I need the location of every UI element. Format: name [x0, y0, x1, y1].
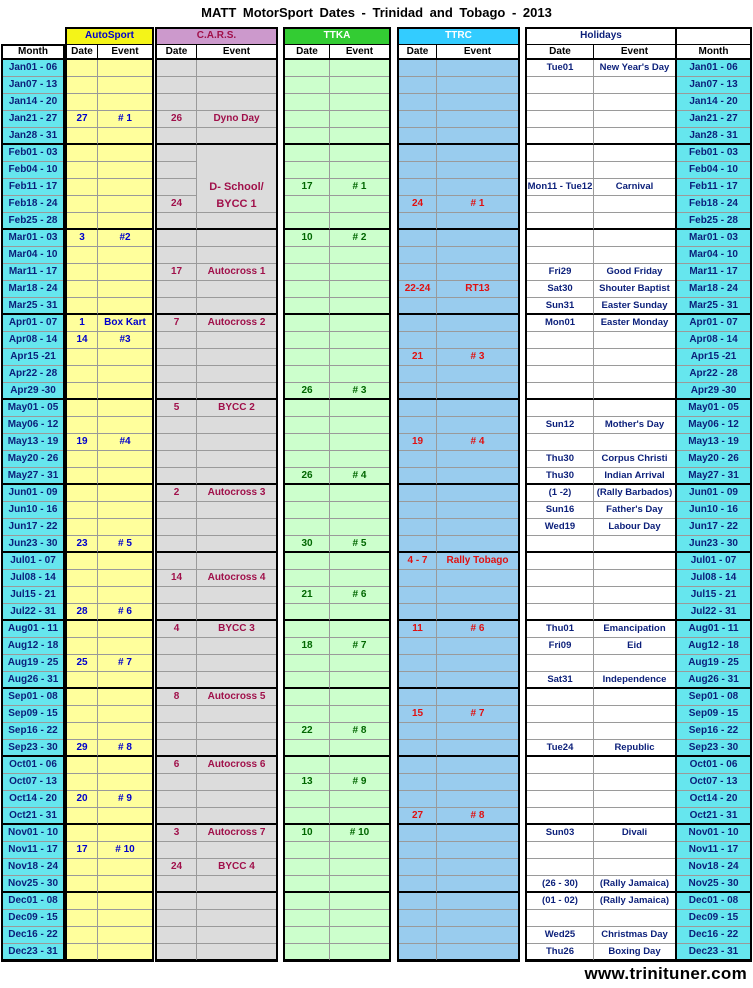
ttrc-date-cell: 15	[398, 706, 436, 723]
month-label: Jun23 - 30	[2, 536, 64, 553]
cars-date-header: Date	[156, 44, 196, 60]
ttka-date-cell: 21	[284, 587, 329, 604]
autosport-group-header: AutoSport	[66, 27, 153, 44]
month-label: Jun01 - 09	[2, 485, 64, 502]
month-label-right: Aug01 - 11	[676, 621, 751, 638]
month-label-right: Mar25 - 31	[676, 298, 751, 315]
autosport-date-cell: 28	[66, 604, 97, 621]
month-label: Aug12 - 18	[2, 638, 64, 655]
month-label-right: Apr15 -21	[676, 349, 751, 366]
cars-date-cell: 14	[156, 570, 196, 587]
group-block-outline	[525, 27, 677, 962]
holidays-date-cell: Fri29	[526, 264, 593, 281]
cars-date-cell: 2	[156, 485, 196, 502]
month-label: Apr15 -21	[2, 349, 64, 366]
ttrc-event-cell: # 7	[436, 706, 519, 723]
autosport-event-cell: #2	[97, 230, 153, 247]
month-label-right: Jun01 - 09	[676, 485, 751, 502]
month-label-right: May06 - 12	[676, 417, 751, 434]
month-label-right: Apr08 - 14	[676, 332, 751, 349]
cars-event-cell: Dyno Day	[196, 111, 277, 128]
ttka-event-cell: # 3	[329, 383, 390, 400]
month-label: Jan21 - 27	[2, 111, 64, 128]
cars-event-cell: Autocross 2	[196, 315, 277, 332]
month-label: Jul01 - 07	[2, 553, 64, 570]
holidays-event-cell: Christmas Day	[593, 927, 676, 944]
month-label-right: Aug19 - 25	[676, 655, 751, 672]
holidays-date-cell: Wed19	[526, 519, 593, 536]
holidays-event-header: Event	[593, 44, 676, 60]
autosport-event-cell: Box Kart	[97, 315, 153, 332]
ttka-event-cell: # 9	[329, 774, 390, 791]
cars-date-cell: 26	[156, 111, 196, 128]
ttrc-date-cell: 4 - 7	[398, 553, 436, 570]
cars-date-cell: 17	[156, 264, 196, 281]
month-label-right: Apr01 - 07	[676, 315, 751, 332]
ttrc-event-header: Event	[436, 44, 519, 60]
month-label: Feb25 - 28	[2, 213, 64, 230]
cars-date-cell: 3	[156, 825, 196, 842]
ttka-date-cell: 17	[284, 179, 329, 196]
ttrc-date-cell: 21	[398, 349, 436, 366]
holidays-date-cell: Sun03	[526, 825, 593, 842]
cars-event-header: Event	[196, 44, 277, 60]
holidays-event-cell: Easter Sunday	[593, 298, 676, 315]
holidays-date-cell: Sun31	[526, 298, 593, 315]
month-label: May01 - 05	[2, 400, 64, 417]
month-label-right: Jan01 - 06	[676, 60, 751, 77]
month-label: Mar01 - 03	[2, 230, 64, 247]
holidays-date-cell: Sat31	[526, 672, 593, 689]
holidays-date-cell: Sun16	[526, 502, 593, 519]
autosport-event-header: Event	[97, 44, 153, 60]
month-label-right: Sep09 - 15	[676, 706, 751, 723]
month-label: Sep23 - 30	[2, 740, 64, 757]
holidays-date-cell: (1 -2)	[526, 485, 593, 502]
holidays-event-cell: Labour Day	[593, 519, 676, 536]
month-label-right: May13 - 19	[676, 434, 751, 451]
month-label: Jan14 - 20	[2, 94, 64, 111]
month-label-right: Jun17 - 22	[676, 519, 751, 536]
cars-event-cell: Autocross 5	[196, 689, 277, 706]
holidays-event-cell: Father's Day	[593, 502, 676, 519]
holidays-date-cell: Thu26	[526, 944, 593, 961]
month-label: Dec23 - 31	[2, 944, 64, 961]
month-label-right: Mar01 - 03	[676, 230, 751, 247]
autosport-date-cell: 20	[66, 791, 97, 808]
month-label: Oct21 - 31	[2, 808, 64, 825]
month-label-right: Oct01 - 06	[676, 757, 751, 774]
ttka-event-cell: # 8	[329, 723, 390, 740]
ttka-group-header: TTKA	[284, 27, 390, 44]
month-label-right: May27 - 31	[676, 468, 751, 485]
autosport-event-cell: #3	[97, 332, 153, 349]
cars-event-cell: BYCC 2	[196, 400, 277, 417]
month-label: Nov18 - 24	[2, 859, 64, 876]
holidays-event-cell: (Rally Barbados)	[593, 485, 676, 502]
month-label-right: Oct14 - 20	[676, 791, 751, 808]
ttrc-event-cell: # 3	[436, 349, 519, 366]
cars-event-cell: Autocross 4	[196, 570, 277, 587]
month-label: Apr08 - 14	[2, 332, 64, 349]
autosport-date-cell: 14	[66, 332, 97, 349]
holidays-date-cell: Tue01	[526, 60, 593, 77]
ttka-date-cell: 10	[284, 230, 329, 247]
month-label: Jun17 - 22	[2, 519, 64, 536]
ttka-event-cell: # 4	[329, 468, 390, 485]
month-label: Jan01 - 06	[2, 60, 64, 77]
ttka-event-cell: # 1	[329, 179, 390, 196]
ttrc-date-cell: 24	[398, 196, 436, 213]
cars-group-header: C.A.R.S.	[156, 27, 277, 44]
holidays-event-cell: Boxing Day	[593, 944, 676, 961]
month-label-right: Apr22 - 28	[676, 366, 751, 383]
month-label: Mar18 - 24	[2, 281, 64, 298]
ttrc-date-cell: 11	[398, 621, 436, 638]
month-label-right: Jul08 - 14	[676, 570, 751, 587]
holidays-event-cell: Shouter Baptist	[593, 281, 676, 298]
ttka-event-cell: # 10	[329, 825, 390, 842]
holidays-date-cell: Thu30	[526, 451, 593, 468]
ttka-date-cell: 13	[284, 774, 329, 791]
ttka-date-cell: 18	[284, 638, 329, 655]
month-label-right: Feb11 - 17	[676, 179, 751, 196]
holidays-date-cell: (01 - 02)	[526, 893, 593, 910]
month-label-right: Jun10 - 16	[676, 502, 751, 519]
ttka-date-cell: 10	[284, 825, 329, 842]
autosport-date-cell: 19	[66, 434, 97, 451]
holidays-date-cell: Wed25	[526, 927, 593, 944]
month-label: Jun10 - 16	[2, 502, 64, 519]
autosport-date-cell: 17	[66, 842, 97, 859]
month-label-right: Jan14 - 20	[676, 94, 751, 111]
holidays-event-cell: (Rally Jamaica)	[593, 876, 676, 893]
month-column-outline	[675, 27, 752, 962]
holidays-date-cell: Sat30	[526, 281, 593, 298]
ttka-date-cell: 22	[284, 723, 329, 740]
ttka-date-cell: 26	[284, 383, 329, 400]
month-label: Sep09 - 15	[2, 706, 64, 723]
month-label: May27 - 31	[2, 468, 64, 485]
group-block-outline	[65, 27, 154, 962]
month-label-right: Jan28 - 31	[676, 128, 751, 145]
holidays-event-cell: Independence	[593, 672, 676, 689]
ttka-date-cell: 26	[284, 468, 329, 485]
autosport-event-cell: # 8	[97, 740, 153, 757]
month-label-right: Jul15 - 21	[676, 587, 751, 604]
cars-event-cell: Autocross 7	[196, 825, 277, 842]
month-label: Jan28 - 31	[2, 128, 64, 145]
holidays-date-cell: Sun12	[526, 417, 593, 434]
month-label-right: Feb01 - 03	[676, 145, 751, 162]
ttrc-event-cell: # 4	[436, 434, 519, 451]
month-label: Oct14 - 20	[2, 791, 64, 808]
month-label: Dec01 - 08	[2, 893, 64, 910]
ttrc-date-cell: 27	[398, 808, 436, 825]
month-label-right: Feb04 - 10	[676, 162, 751, 179]
month-label-right: Dec01 - 08	[676, 893, 751, 910]
page-title: MATT MotorSport Dates - Trinidad and Tobago - 2013	[201, 5, 552, 20]
month-label: Feb18 - 24	[2, 196, 64, 213]
month-label: Feb11 - 17	[2, 179, 64, 196]
month-label-right: Aug12 - 18	[676, 638, 751, 655]
month-label: Apr22 - 28	[2, 366, 64, 383]
holidays-date-cell: Thu30	[526, 468, 593, 485]
month-label-right: Oct07 - 13	[676, 774, 751, 791]
month-label: Aug01 - 11	[2, 621, 64, 638]
month-label: Mar25 - 31	[2, 298, 64, 315]
holidays-date-cell: Mon11 - Tue12	[526, 179, 593, 196]
holidays-event-cell: Good Friday	[593, 264, 676, 281]
month-label-right: Nov11 - 17	[676, 842, 751, 859]
ttka-event-cell: # 6	[329, 587, 390, 604]
month-label: Jul15 - 21	[2, 587, 64, 604]
holidays-event-cell: Emancipation	[593, 621, 676, 638]
autosport-date-cell: 1	[66, 315, 97, 332]
month-label: Mar04 - 10	[2, 247, 64, 264]
cars-event-cell: BYCC 1	[196, 196, 277, 213]
month-label-right: Jul22 - 31	[676, 604, 751, 621]
month-label: May13 - 19	[2, 434, 64, 451]
ttrc-event-cell: # 6	[436, 621, 519, 638]
holidays-event-cell: Republic	[593, 740, 676, 757]
ttrc-event-cell: Rally Tobago	[436, 553, 519, 570]
ttka-event-cell: # 5	[329, 536, 390, 553]
month-label: Feb01 - 03	[2, 145, 64, 162]
cars-date-cell: 6	[156, 757, 196, 774]
month-label: Aug26 - 31	[2, 672, 64, 689]
footer-url: www.trinituner.com	[584, 964, 747, 983]
ttrc-group-header: TTRC	[398, 27, 519, 44]
month-label-right: Sep23 - 30	[676, 740, 751, 757]
autosport-event-cell: # 9	[97, 791, 153, 808]
autosport-date-cell: 23	[66, 536, 97, 553]
holidays-date-cell: (26 - 30)	[526, 876, 593, 893]
month-label: Dec16 - 22	[2, 927, 64, 944]
month-header: Month	[2, 44, 64, 60]
month-label: Apr29 -30	[2, 383, 64, 400]
month-label: Apr01 - 07	[2, 315, 64, 332]
month-label-right: Oct21 - 31	[676, 808, 751, 825]
cars-event-cell: Autocross 1	[196, 264, 277, 281]
cars-event-cell: BYCC 4	[196, 859, 277, 876]
holidays-date-cell: Fri09	[526, 638, 593, 655]
month-label: Jan07 - 13	[2, 77, 64, 94]
month-label-right: Nov01 - 10	[676, 825, 751, 842]
ttrc-event-cell: # 1	[436, 196, 519, 213]
holidays-event-cell: Corpus Christi	[593, 451, 676, 468]
ttka-event-cell: # 2	[329, 230, 390, 247]
cars-date-cell: 24	[156, 196, 196, 213]
ttrc-date-header: Date	[398, 44, 436, 60]
month-label: Mar11 - 17	[2, 264, 64, 281]
month-label-right: Mar04 - 10	[676, 247, 751, 264]
cars-event-cell: Autocross 6	[196, 757, 277, 774]
cars-date-cell: 5	[156, 400, 196, 417]
ttka-event-header: Event	[329, 44, 390, 60]
holidays-event-cell: (Rally Jamaica)	[593, 893, 676, 910]
ttrc-event-cell: RT13	[436, 281, 519, 298]
group-block-outline	[283, 27, 391, 962]
autosport-date-cell: 3	[66, 230, 97, 247]
holidays-date-header: Date	[526, 44, 593, 60]
month-label-right: Jul01 - 07	[676, 553, 751, 570]
ttka-event-cell: # 7	[329, 638, 390, 655]
month-label-right: Jan21 - 27	[676, 111, 751, 128]
month-label-right: Aug26 - 31	[676, 672, 751, 689]
cars-event-cell: D- School/	[196, 179, 277, 196]
month-label-right: Dec16 - 22	[676, 927, 751, 944]
month-label-right: May20 - 26	[676, 451, 751, 468]
holidays-event-cell: Indian Arrival	[593, 468, 676, 485]
month-label: Jul08 - 14	[2, 570, 64, 587]
month-column-outline	[1, 44, 65, 962]
month-label: May06 - 12	[2, 417, 64, 434]
month-label: Nov25 - 30	[2, 876, 64, 893]
month-label-right: Mar18 - 24	[676, 281, 751, 298]
month-label-right: Sep01 - 08	[676, 689, 751, 706]
group-block-outline	[155, 27, 278, 962]
holidays-date-cell: Thu01	[526, 621, 593, 638]
cars-event-cell: Autocross 3	[196, 485, 277, 502]
autosport-event-cell: # 5	[97, 536, 153, 553]
ttrc-event-cell: # 8	[436, 808, 519, 825]
month-label-right: Dec23 - 31	[676, 944, 751, 961]
autosport-date-cell: 25	[66, 655, 97, 672]
month-label-right: Dec09 - 15	[676, 910, 751, 927]
autosport-event-cell: # 6	[97, 604, 153, 621]
cars-event-cell: BYCC 3	[196, 621, 277, 638]
autosport-event-cell: # 7	[97, 655, 153, 672]
month-label-right: May01 - 05	[676, 400, 751, 417]
holidays-event-cell: Divali	[593, 825, 676, 842]
month-label: Oct07 - 13	[2, 774, 64, 791]
month-label: Nov01 - 10	[2, 825, 64, 842]
month-header-right: Month	[676, 44, 751, 60]
ttka-date-header: Date	[284, 44, 329, 60]
month-label-right: Apr29 -30	[676, 383, 751, 400]
autosport-date-header: Date	[66, 44, 97, 60]
month-label-right: Feb25 - 28	[676, 213, 751, 230]
month-label: Jul22 - 31	[2, 604, 64, 621]
month-label: Dec09 - 15	[2, 910, 64, 927]
holidays-event-cell: New Year's Day	[593, 60, 676, 77]
holidays-date-cell: Tue24	[526, 740, 593, 757]
autosport-event-cell: #4	[97, 434, 153, 451]
month-label-right: Nov25 - 30	[676, 876, 751, 893]
autosport-event-cell: # 10	[97, 842, 153, 859]
month-label-right: Nov18 - 24	[676, 859, 751, 876]
holidays-event-cell: Mother's Day	[593, 417, 676, 434]
month-label-right: Sep16 - 22	[676, 723, 751, 740]
holidays-event-cell: Carnival	[593, 179, 676, 196]
cars-date-cell: 8	[156, 689, 196, 706]
month-label-right: Mar11 - 17	[676, 264, 751, 281]
autosport-date-cell: 29	[66, 740, 97, 757]
month-label: Sep01 - 08	[2, 689, 64, 706]
month-label: Oct01 - 06	[2, 757, 64, 774]
ttka-date-cell: 30	[284, 536, 329, 553]
holidays-event-cell: Eid	[593, 638, 676, 655]
month-label: Feb04 - 10	[2, 162, 64, 179]
holidays-group-header: Holidays	[526, 27, 676, 44]
cars-date-cell: 24	[156, 859, 196, 876]
month-label: Aug19 - 25	[2, 655, 64, 672]
cars-date-cell: 7	[156, 315, 196, 332]
month-label-right: Jan07 - 13	[676, 77, 751, 94]
ttrc-date-cell: 19	[398, 434, 436, 451]
month-label: Sep16 - 22	[2, 723, 64, 740]
ttrc-date-cell: 22-24	[398, 281, 436, 298]
month-label-right: Feb18 - 24	[676, 196, 751, 213]
month-label-right: Jun23 - 30	[676, 536, 751, 553]
cars-date-cell: 4	[156, 621, 196, 638]
autosport-date-cell: 27	[66, 111, 97, 128]
autosport-event-cell: # 1	[97, 111, 153, 128]
group-block-outline	[397, 27, 520, 962]
month-label: Nov11 - 17	[2, 842, 64, 859]
holidays-event-cell: Easter Monday	[593, 315, 676, 332]
month-label: May20 - 26	[2, 451, 64, 468]
holidays-date-cell: Mon01	[526, 315, 593, 332]
